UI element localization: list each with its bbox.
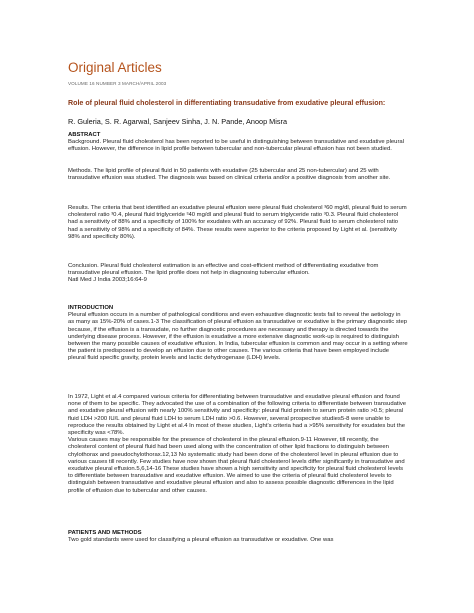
introduction-heading: INTRODUCTION bbox=[68, 305, 114, 311]
introduction-paragraph-2: In 1972, Light et al.4 compared various criteria for differentiating between transudative and exudative pleural effusion and found none of them to be specific. They advocated the use of a combination of the following criteria to differentiate between transudative and exudative pleural effusion with nearly 100% sensitivity and specificity: pleural fluid protein to serum protein ratio >0.5; pleural fluid LDH >200 IU/L and pleural fluid LDH to serum LDH ratio >0.6. However, several prospective studies5-8 were unable to reproduce the results obtained by Light et al.4 In most of these studies, Light’s criteria had a >95% sensitivity for exudates but the specificity was <78%. bbox=[68, 394, 407, 437]
patients-methods-paragraph-1: Two gold standards were used for classifying a pleural effusion as transudative or exudative. One was bbox=[68, 537, 334, 544]
abstract-heading: ABSTRACT bbox=[68, 132, 101, 138]
abstract-conclusion: Conclusion. Pleural fluid cholesterol estimation is an effective and cost-efficient method of differentiating exudative from transudative pleural effusion. The lipid profile does not help in diagnosing tubercular effusion. bbox=[68, 263, 379, 277]
abstract-methods-block bbox=[68, 168, 408, 182]
introduction-paragraph-2-block bbox=[68, 394, 408, 495]
volume-line: VOLUME 16 NUMBER 3 MARCH/APRIL 2003 bbox=[68, 81, 167, 86]
patients-methods-section bbox=[68, 530, 408, 544]
article-title: Role of pleural fluid cholesterol in differentiating transudative from exudative pleural effusion: bbox=[68, 99, 386, 107]
citation: Natl Med J India 2003;16:64-9 bbox=[68, 277, 147, 284]
abstract-section bbox=[68, 132, 408, 154]
introduction-section bbox=[68, 305, 408, 363]
abstract-conclusion-block bbox=[68, 263, 408, 285]
abstract-background: Background. Pleural fluid cholesterol has been reported to be useful in distinguishing between transudative and exudative pleural effusion. However, the difference in lipid profile between tubercular and non-tubercular pleural effusion has not been studied. bbox=[68, 139, 404, 153]
authors: R. Guleria, S. R. Agarwal, Sanjeev Sinha, J. N. Pande, Anoop Misra bbox=[68, 117, 288, 126]
section-title: Original Articles bbox=[68, 60, 162, 75]
patients-methods-heading: PATIENTS AND METHODS bbox=[68, 530, 142, 536]
introduction-paragraph-1: Pleural effusion occurs in a number of pathological conditions and even exhaustive diagnostic tests fail to reveal the aetiology in as many as 15%-20% of cases.1-3 The classification of pleural effusion as transudative or exudative is the primary diagnostic step because, if the effusion is a transudate, no further diagnostic procedures are necessary and therapy is directed towards the underlying disease process. However, if the effusion is exudative a more extensive diagnostic work-up is required to distinguish between the many possible causes of exudative effusion. In India, tubercular effusion is common and may occur in a setting where the patient is predisposed to develop an effusion due to other causes. The various criteria that have been employed include pleural fluid specific gravity, protein levels and lactic dehydrogenase (LDH) levels. bbox=[68, 312, 408, 362]
abstract-methods: Methods. The lipid profile of pleural fluid in 50 patients with exudative (25 tubercular and 25 non-tubercular) and 25 with transudative effusion was studied. The diagnosis was based on clinical criteria and/or a positive diagnosis from another site. bbox=[68, 168, 391, 182]
abstract-results: Results. The criteria that best identified an exudative pleural effusion were pleural fluid cholesterol ³60 mg/dl, pleural fluid to serum cholesterol ratio ³0.4, pleural fluid triglyceride ³40 mg/dl and pleural fluid to serum triglyceride ratio ³0.3. Pleural fluid cholesterol had a sensitivity of 88% and a specificity of 100% for exudates with an accuracy of 92%. Pleural fluid to serum cholesterol ratio had a sensitivity of 98% and a specificity of 84%. These results were superior to the criteria proposed by Light et al. (sensitivity 98% and specificity 80%). bbox=[68, 205, 407, 240]
introduction-paragraph-3: Various causes may be responsible for the presence of cholesterol in the pleural effusion.9-11 However, till recently, the cholesterol content of pleural fluid had been used along with the concentration of other lipid fractions to distinguish between chylothorax and pseudochylothorax.12,13 No systematic study had been done of the cholesterol level in pleural effusion due to various causes till recently. Few studies have now shown that pleural fluid cholesterol levels differ significantly in transudative and exudative pleural effusion.5,6,14-16 These studies have shown a high sensitivity and specificity for pleural fluid cholesterol levels to differentiate between transudative and exudative effusion. We aimed to use the criteria of pleural fluid cholesterol levels to distinguish between transudative and exudative pleural effusion and also to assess possible diagnostic differences in the lipid profile of effusion due to tubercular and other causes. bbox=[68, 437, 405, 494]
abstract-results-block bbox=[68, 205, 408, 241]
